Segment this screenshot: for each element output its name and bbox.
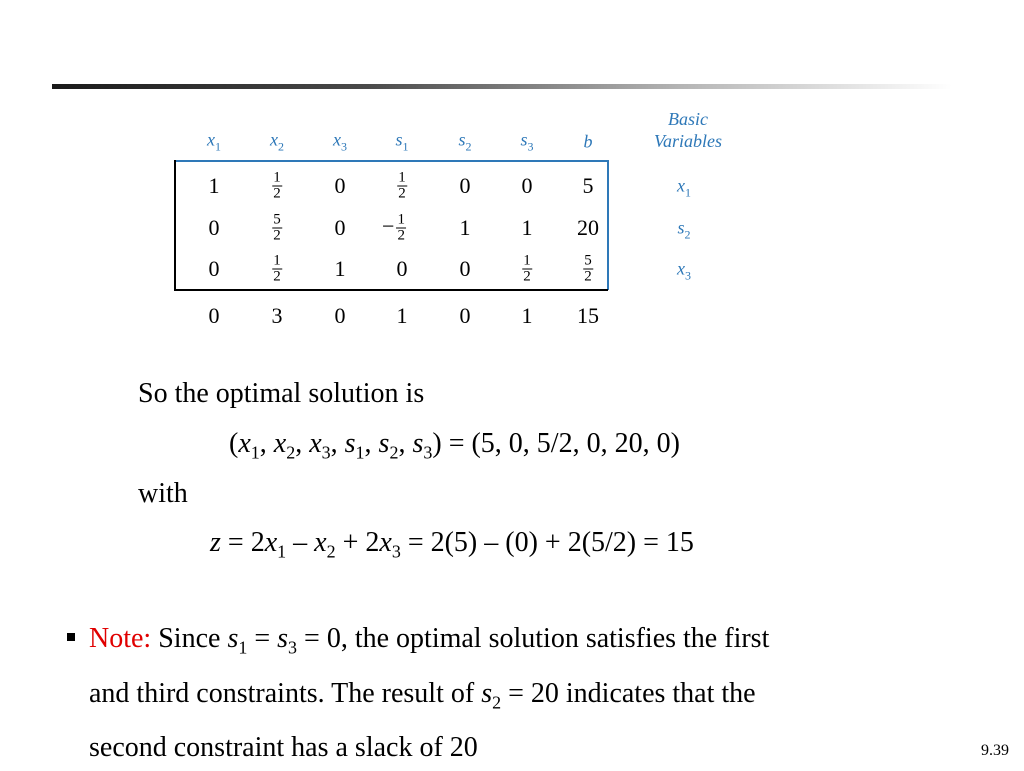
optimal-solution-intro: So the optimal solution is [138,378,425,409]
tableau-cell: 0 [521,173,533,198]
z-equation: $z = 2x_1 - x_2 + 2x_3 = 2(5) - (0) + 2(5/2) = 15$ [210,527,694,562]
tableau-objective-cell: 15 [577,303,599,328]
tableau-cell: − $\frac{1}{2}$ [382,211,405,244]
tableau-objective-cell: 3 [271,303,283,328]
tableau-cell: 1 [521,215,533,240]
tableau-cell: $\frac{5}{2}$ [584,252,592,285]
with-label: with [138,478,188,509]
tableau-box-left [174,160,176,290]
column-header: $s_3$ [520,129,534,154]
basic-variable-label: $x_1$ [677,175,691,200]
tableau-cell: 0 [459,256,471,281]
tableau-cell: 0 [396,256,408,281]
tableau-cell: 5 [582,173,594,198]
column-header: $x_3$ [333,129,347,154]
tableau-objective-cell: 1 [396,303,408,328]
page-number: 9.39 [981,742,1009,759]
tableau-box-top [174,160,608,162]
basic-variable-label: $s_2$ [677,217,691,242]
tableau-cell: 0 [334,215,346,240]
tableau-objective-cell: 0 [334,303,346,328]
tableau-cell: 1 [459,215,471,240]
tableau-cell: $\frac{1}{2}$ [523,252,531,285]
tableau-cell: 20 [577,215,599,240]
tableau-objective-cell: 1 [521,303,533,328]
tableau-cell: 0 [459,173,471,198]
basic-variable-label: $x_3$ [677,258,691,283]
tableau-cell: $\frac{1}{2}$ [273,169,281,202]
tableau-objective-cell: 0 [208,303,220,328]
tableau-objective-cell: 0 [459,303,471,328]
column-header: $s_1$ [395,129,409,154]
column-header: $x_1$ [207,129,221,154]
basic-variables-title: Basic Variables [653,109,723,151]
tableau-cell: 1 [334,256,346,281]
column-header: b [583,131,593,152]
tableau-cell: $\frac{1}{2}$ [398,169,406,202]
tableau-box-right [607,160,609,290]
solution-equation: ($x_1$, $x_2$, $x_3$, $s_1$, $s_2$, $s_3) = (5$, 0, 5/2, 0, 20, 0) [229,428,680,463]
column-header: $x_2$ [270,129,284,154]
note-paragraph: Note: Since $s_1 = s_3 = 0$, the optimal solution satisfies the first and third constraints. The result of $s_2 = 20$ indicates that the second constraint has a slack of 20 [89,623,770,764]
tableau-cell: 1 [208,173,220,198]
tableau-cell: 0 [208,215,220,240]
column-header: $s_2$ [458,129,472,154]
tableau-cell: $\frac{5}{2}$ [273,211,281,244]
bullet-square [67,633,75,641]
note-label: Note: [89,623,152,654]
tableau-cell: 0 [334,173,346,198]
tableau-cell: $\frac{1}{2}$ [273,252,281,285]
tableau-box-bottom [174,289,608,291]
tableau-cell: 0 [208,256,220,281]
